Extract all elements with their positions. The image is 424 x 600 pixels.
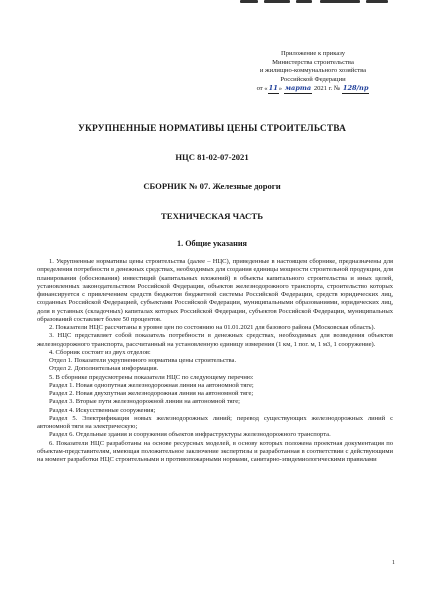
section-title: 1. Общие указания: [177, 239, 247, 248]
approval-line: Приложение к приказу: [280, 50, 346, 57]
paragraph: Раздел 1. Новая однопутная железнодорожная линия на автономной тяге;: [49, 381, 254, 389]
page-number: 1: [392, 560, 395, 566]
paragraph: Отдел 1. Показатели укрупненного норматива цены строительства.: [49, 357, 237, 364]
part-title: ТЕХНИЧЕСКАЯ ЧАСТЬ: [160, 211, 264, 221]
approval-date-line: [218, 84, 408, 94]
collection-title: СБОРНИК № 07. Железные дороги: [143, 181, 281, 191]
date-year: 2021 г. №: [313, 85, 341, 93]
paragraph: 5. В сборнике предусмотрены показатели НЦС по следующему перечню:: [49, 373, 254, 381]
approval-line: и жилищно-коммунального хозяйства: [259, 67, 367, 75]
paragraph: 6. Показатели НЦС разработаны на основе ресурсных моделей, в основу которых положена проектная документация по объектам-представителям, имеющая положительное заключение экспертизы и разработанная в соответствии с действующими на момент разработки НЦС строительными и противопожарными нормами, санитарно-эпидемиологическими правилами: [37, 439, 393, 463]
paragraph: 3. НЦС представляет собой показатель потребности в денежных средствах, необходимых для возведения объектов железнодорожного транспорта, рассчитанный на установленную единицу измерения (1 км, 1 пог. м, 1 м3, 1 сооружение).: [37, 332, 393, 348]
approval-line: Российской Федерации: [280, 75, 346, 83]
date-day-handwritten: 11: [268, 84, 278, 93]
body-text: [37, 258, 393, 464]
paragraph: Раздел 3. Вторые пути железнодорожной линии на автономной тяге;: [49, 398, 240, 406]
document-title: УКРУПНЕННЫЕ НОРМАТИВЫ ЦЕНЫ СТРОИТЕЛЬСТВА: [77, 124, 346, 134]
date-month-handwritten: марта: [284, 84, 312, 93]
paragraph: Раздел 2. Новая двухпутная железнодорожная линия на автономной тяге;: [49, 390, 254, 397]
approval-line: Министерства строительства: [272, 58, 354, 66]
paragraph: 4. Сборник состоит из двух отделов:: [49, 348, 151, 356]
paragraph: Отдел 2. Дополнительная информация.: [49, 365, 159, 373]
paragraph: 2. Показатели НЦС рассчитаны в уровне цен по состоянию на 01.01.2021 для базового района (Московская область).: [49, 324, 376, 331]
scan-top-marks: [240, 0, 390, 6]
date-mid: »: [278, 85, 283, 93]
date-prefix: от «: [256, 85, 268, 93]
paragraph: Раздел 4. Искусственные сооружения;: [49, 406, 156, 414]
paragraph: Раздел 5. Электрификация новых железнодорожных линий; перевод существующих железнодорожных линий с автономной тяги на электрическую;: [37, 414, 393, 430]
approval-block: [218, 50, 408, 94]
paragraph: 1. Укрупненные нормативы цены строительства (далее – НЦС), приведенные в настоящем сборнике, предназначены для определения потребности в денежных средствах, необходимых для создания единицы мощности строительной продукции, для планирования (обоснования) инвестиций (капитальных вложений) в объекты капитального строительства и иных целей, установленных законодательством Российской Федерации, объектов железнодорожного транспорта, строительство которых финансируется с привлечением средств бюджетов бюджетной системы Российской Федерации, средств юридических лиц, созданных Российской Федерацией, субъектами Российской Федерации, муниципальными образованиями, юридических лиц, доля в уставных (складочных) капиталах которых Российской Федерации, субъектов Российской Федерации, муниципальных образований составляет более 50 процентов.: [37, 258, 393, 323]
paragraph: Раздел 6. Отдельные здания и сооружения объектов инфраструктуры железнодорожного транспорта.: [49, 431, 331, 439]
order-number-handwritten: 128/пр: [342, 84, 369, 93]
document-code: НЦС 81-02-07-2021: [175, 152, 249, 162]
